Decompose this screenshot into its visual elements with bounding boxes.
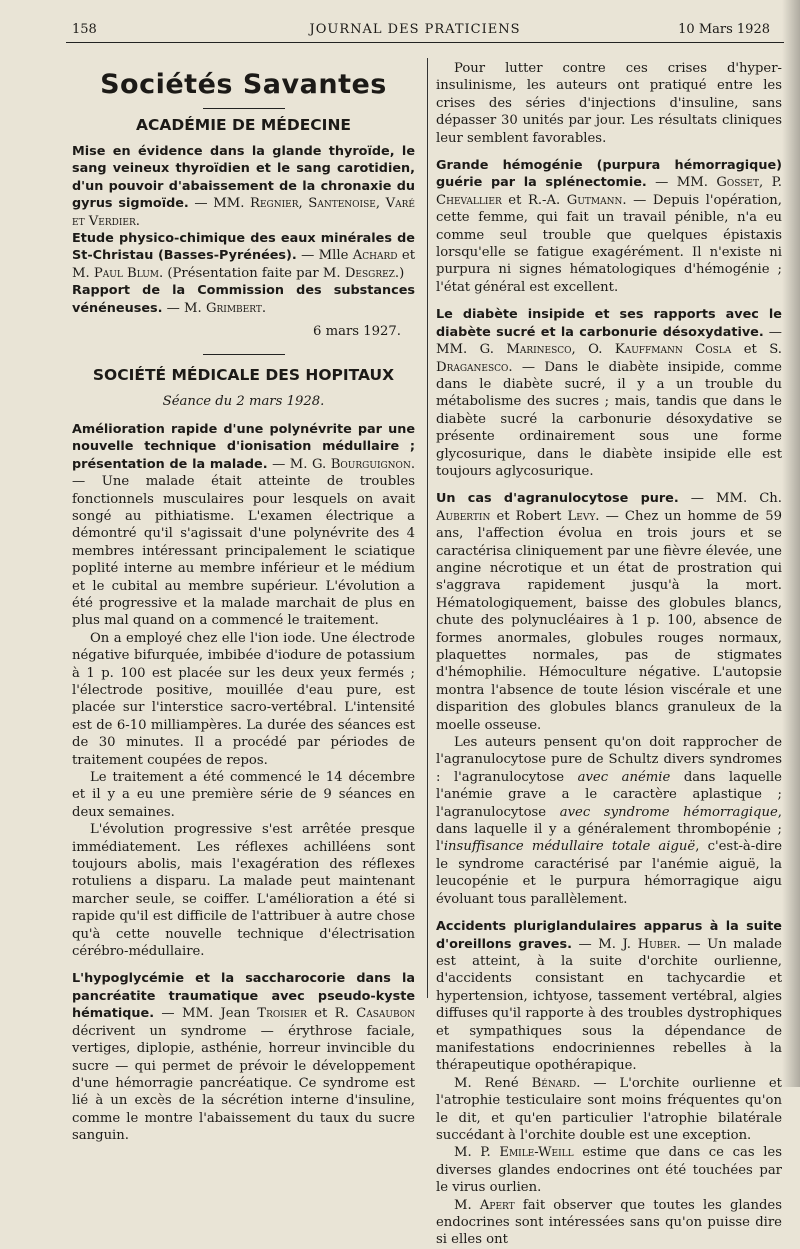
author-name: Achard [352, 248, 398, 264]
presenter-name: Desgrez. [344, 265, 400, 281]
article-body: — Chez un homme de 59 ans, l'affection évolua en trois jours et se caractérisa cliniquement par une fièvre élevée, une angine nécrotique et un état de prostration qui s'aggrava rapidement jusqu'à la mort. Hématologiquement, baisse des globules blancs, chute des polynucléaires à 1 p. 100, absence de formes anormales, globules rouges normaux, plaquettes normales, pas de stigmates d'hémophilie. Hémoculture négative. L'autopsie montra l'absence de toute lésion viscérale et une disparition des globules blancs granuleux de la moelle osseuse. [436, 508, 782, 733]
article-title: Un cas d'agranulocytose pure. [436, 491, 679, 507]
author-joiner: , P. [759, 175, 782, 191]
binding-shadow [782, 0, 800, 1087]
page-number: 158 [72, 22, 97, 37]
header-rule [66, 42, 784, 43]
presentation-note: (Présentation faite par M. [163, 265, 345, 281]
author-joiner: et M. [72, 248, 415, 281]
text-run: , c'est-à-dire le syndrome caractérisé par l'anémie aiguë, la leucopénie et le purpura hémorragique aigu évoluant tous parallèlement. [436, 839, 782, 907]
academie-item-3-title: Rapport de la Commission des substances vénéneuses. [72, 283, 415, 316]
article-title: Accidents pluriglandulaires apparus à la suite d'oreillons graves. [436, 919, 782, 952]
article-body: — Une malade était atteinte de troubles fonctionnels musculaires pour lesquels on avait songé au pithiatisme. L'examen électrique a démontré qu'il s'agissait d'une polynévrite des 4 membres intéressant principalement le sciatique poplité interne au membre inférieur et le médium et le cubital au membre supérieur. L'évolution a été progressive et la malade marchait de plus en plus mal quand on a commencé le traitement. [72, 474, 415, 629]
paragraph: Le traitement a été commencé le 14 décembre et il y a eu une première série de 9 séances en deux semaines. [72, 770, 415, 820]
text-run: estime que dans ce cas les diverses glandes endocrines ont été touchées par le virus ourlien. [436, 1145, 782, 1196]
issue-date: 10 Mars 1928 [678, 22, 770, 37]
section-rule [203, 354, 285, 355]
academie-item-1 [72, 143, 415, 230]
authors-prefix: — MM. Jean [154, 1006, 258, 1022]
author-name: Aubertin [436, 508, 491, 524]
article-body: décrivent un syndrome — érythrose faciale, vertiges, diplopie, asthénie, horreur invincible du sucre — qui permet de prévoir le développement d'une hémorragie pancréatique. Ce syndrome est lié à un excès de la sécrétion interne d'insuline, comme le montre l'abaissement du taux du sucre sanguin. [72, 1023, 415, 1144]
author-joiner: et Robert [490, 508, 568, 524]
authors-prefix: — M. G. [267, 456, 331, 472]
text-run: M. René [454, 1075, 532, 1091]
article-body: — Un malade est atteint, à la suite d'orchite ourlienne, d'accidents consistant en tachycardie et hypertension, ichtyose, tassement vertébral, algies diffuses qu'il rapporte à des troubles dystrophiques et sympathiques sous la dépendance de manifestations endocriniennes rebelles à la thérapeutique opothérapique. [436, 936, 782, 1074]
author-name: Marinesco [506, 342, 572, 358]
italic-run: insuffisance médullaire totale aiguë [443, 839, 696, 855]
presentation-note-end: ) [399, 265, 405, 281]
article-agranulocytose [436, 490, 782, 734]
article-oreillons [436, 918, 782, 1075]
author-name: Grimbert. [205, 300, 267, 316]
text-run: , dans laquelle il y a généralement thrombopénie ; l' [436, 804, 782, 855]
author-joiner: et S. [731, 342, 783, 358]
text-run: M. [454, 1197, 480, 1213]
author-joiner: et R. [306, 1006, 357, 1022]
article-title: L'hypoglycémie et la saccharocorie dans la pancréatite traumatique avec pseudo-kyste hématique. [72, 971, 415, 1022]
article-diabete [436, 306, 782, 480]
author-name: Gutmann. [566, 192, 627, 208]
right-column [436, 60, 782, 1249]
running-header [60, 22, 770, 42]
authors-prefix: — MM. [646, 175, 717, 191]
journal-title: JOURNAL DES PRATICIENS [309, 22, 521, 37]
author-name: Huber. [637, 936, 681, 952]
academie-item-1-authors: Regnier, Santenoise, Varé et Verdier. [72, 196, 415, 229]
author-name: Casaubon [356, 1006, 415, 1022]
article-title: Le diabète insipide et ses rapports avec le diabète sucré et la carbonurie désoxydative. [436, 307, 782, 340]
text-run: fait observer que toutes les glandes endocrines sont intéressées sans qu'on puisse dire si elles ont [436, 1197, 783, 1248]
author-name: Bourguignon. [330, 456, 416, 472]
left-column [72, 60, 415, 1145]
text-run: Les auteurs pensent qu'on doit rapprocher de l'agranulocytose pure de Schultz divers syndromes : l'agranulocytose [436, 735, 782, 785]
author-name: Paul Blum. [93, 265, 164, 281]
authors-prefix: — MM. Ch. [678, 491, 782, 507]
text-run: — L'orchite ourlienne et l'atrophie testiculaire sont moins fréquentes qu'on le dit, et qu'en particulier l'atrophie bilatérale succédant à l'orchite double est une exception. [436, 1075, 782, 1143]
column-divider [427, 58, 428, 998]
authors-prefix: — M. [162, 300, 206, 316]
authors-prefix: — MM. G. [436, 324, 782, 358]
author-name: Gosset [716, 175, 760, 191]
author-name: Draganesco. [436, 359, 513, 375]
author-joiner: et R.-A. [501, 192, 567, 208]
academie-heading: ACADÉMIE DE MÉDECINE [135, 116, 352, 134]
societe-heading: SOCIÉTÉ MÉDICALE DES HOPITAUX [92, 366, 395, 385]
italic-run: avec syndrome hémorragique [559, 804, 778, 820]
paragraph [436, 1075, 782, 1145]
author-name: Levy. [567, 508, 600, 524]
author-name: Bénard. [531, 1075, 581, 1091]
section-title: Sociétés Savantes [100, 69, 387, 100]
intro-paragraph: Pour lutter contre ces crises d'hyper-insulinisme, les auteurs ont pratiqué entre les crises des séries d'injections d'insuline, sans dépasser 30 unités par jour. Les résultats cliniques leur semblent favorables. [436, 61, 782, 146]
author-name: Apert [479, 1197, 515, 1213]
article-hypoglycemie [72, 970, 415, 1144]
article-title: Amélioration rapide d'une polynévrite par une nouvelle technique d'ionisation médullaire ; présentation de la malade. [72, 421, 415, 472]
author-name: Chevallier [436, 192, 502, 208]
italic-run: avec anémie [577, 769, 671, 785]
text-run: M. P. [454, 1145, 500, 1161]
academie-item-2 [72, 230, 415, 282]
article-body: — Dans le diabète insipide, comme dans le diabète sucré, il y a un trouble du métabolisme des sucres ; mais, tandis que dans le diabète sucré la carbonurie désoxydative se présente ordinairement sous une forme glycosurique, dans le diabète insipide elle est toujours aglycosurique. [436, 359, 782, 479]
author-name: Kauffmann Cosla [614, 342, 732, 358]
text-run: dans laquelle l'anémie grave a le caractère aplastique ; l'agranulocytose [436, 769, 782, 820]
academie-item-1-title: Mise en évidence dans la glande thyroïde, le sang veineux thyroïdien et le sang carotidien, d'un pouvoir d'abaissement de la chronaxie du gyrus sigmoïde. [72, 144, 415, 212]
paragraph [436, 1197, 782, 1249]
article-polynevrite [72, 421, 415, 630]
authors-prefix: — Mlle [296, 248, 353, 264]
paragraph: On a employé chez elle l'ion iode. Une électrode négative bifurquée, imbibée d'iodure de potassium à 1 p. 100 est placée sur les deux yeux fermés ; l'électrode positive, mouillée d'eau pure, est placée sur l'interstice sacro-vertébral. L'intensité est de 6-10 milliampères. La durée des séances est de 30 minutes. Il a procédé par périodes de traitement coupées de repos. [72, 630, 415, 768]
signoff-date: 6 mars 1927. [313, 324, 401, 340]
author-joiner: , O. [571, 342, 615, 358]
author-name: Troisier [257, 1006, 307, 1022]
authors-prefix: — M. J. [571, 936, 638, 952]
authors-prefix: — MM. [188, 196, 251, 212]
article-title: Grande hémogénie (purpura hémorragique) guérie par la splénectomie. [436, 158, 782, 191]
paragraph: L'évolution progressive s'est arrêtée presque immédiatement. Les réflexes achilléens sont toujours abolis, mais l'exagération des réflexes rotuliens a disparu. La malade peut maintenant marcher seule, se coiffer. L'amélioration a été si rapide qu'il est difficile de l'attribuer à autre chose qu'à cette nouvelle technique d'électrisation cérébro-médullaire. [72, 822, 415, 960]
article-hemogenie [436, 157, 782, 296]
title-rule [203, 108, 285, 109]
seance-date: Séance du 2 mars 1928. [162, 394, 325, 410]
academie-item-3 [72, 282, 415, 317]
academie-item-2-title: Etude physico-chimique des eaux minérales de St-Christau (Basses-Pyrénées). [72, 231, 415, 264]
article-body: — Depuis l'opération, cette femme, qui fait un travail pénible, n'a eu comme seul trouble que quelques épistaxis lorsqu'elle se fatigue exagérément. Il n'existe ni purpura ni signes hématologiques d'hémogénie ; l'état général est excellent. [436, 192, 782, 295]
paragraph [436, 1144, 782, 1196]
paragraph [436, 734, 782, 908]
author-name: Emile-Weill [499, 1145, 574, 1161]
